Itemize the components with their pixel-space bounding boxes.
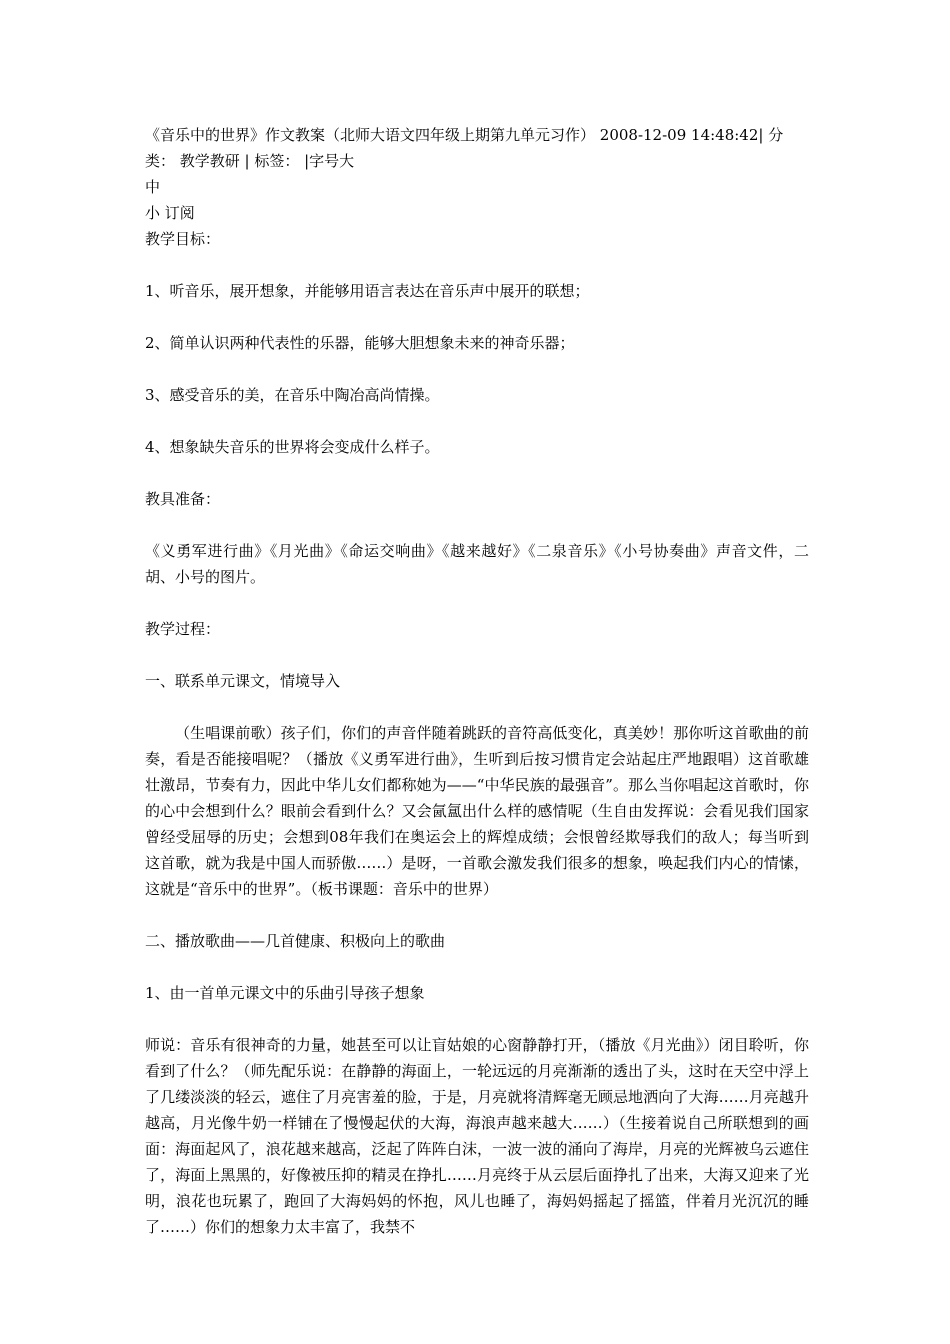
section-2-sub-1-title: 1、由一首单元课文中的乐曲引导孩子想象 bbox=[145, 984, 425, 1002]
section-2-title: 二、播放歌曲——几首健康、积极向上的歌曲 bbox=[145, 932, 446, 950]
document-title-line: 《音乐中的世界》作文教案（北师大语文四年级上期第九单元习作） 2008-12-09 14:48:42| 分 bbox=[145, 126, 784, 144]
goal-item: 3、感受音乐的美，在音乐中陶冶高尚情操。 bbox=[145, 386, 440, 404]
goal-item: 2、简单认识两种代表性的乐器，能够大胆想象未来的神奇乐器； bbox=[145, 334, 575, 352]
goal-item: 4、想象缺失音乐的世界将会变成什么样子。 bbox=[145, 438, 440, 456]
section-1-title: 一、联系单元课文，情境导入 bbox=[145, 672, 341, 690]
document-page bbox=[145, 122, 809, 1240]
section-2-sub-1-paragraph: 师说：音乐有很神奇的力量，她甚至可以让盲姑娘的心窗静静打开，（播放《月光曲》）闭目聆听，你看到了什么？（师先配乐说：在静静的海面上，一轮远远的月亮渐渐的透出了头，这时在天空中浮上了几缕淡淡的轻云，遮住了月亮害羞的脸，于是，月亮就将清辉毫无顾忌地洒向了大海……月亮越升越高，月光像牛奶一样铺在了慢慢起伏的大海，海浪声越来越大……）（生接着说自己所联想到的画面：海面起风了，浪花越来越高，泛起了阵阵白沫，一波一波的涌向了海岸，月亮的光辉被乌云遮住了，海面上黑黑的，好像被压抑的精灵在挣扎……月亮终于从云层后面挣扎了出来，大海又迎来了光明，浪花也玩累了，跑回了大海妈妈的怀抱，风儿也睡了，海妈妈摇起了摇篮，伴着月光沉沉的睡了……）你们的想象力太丰富了，我禁不 bbox=[145, 1036, 809, 1236]
materials-heading: 教具准备： bbox=[145, 490, 221, 508]
process-heading: 教学过程： bbox=[145, 620, 221, 638]
materials-text: 《义勇军进行曲》《月光曲》《命运交响曲》《越来越好》《二泉音乐》《小号协奏曲》声音文件，二胡、小号的图片。 bbox=[145, 542, 809, 586]
section-1-paragraph: （生唱课前歌）孩子们，你们的声音伴随着跳跃的音符高低变化，真美妙！那你听这首歌曲的前奏，看是否能接唱呢？（播放《义勇军进行曲》，生听到后按习惯肯定会站起庄严地跟唱）这首歌雄壮激昂，节奏有力，因此中华儿女们都称她为——“中华民族的最强音”。那么当你唱起这首歌时，你的心中会想到什么？眼前会看到什么？又会氤氲出什么样的感情呢（生自由发挥说：会看见我们国家曾经受屈辱的历史；会想到08年我们在奥运会上的辉煌成绩；会恨曾经欺辱我们的敌人；每当听到这首歌，就为我是中国人而骄傲……）是呀，一首歌会激发我们很多的想象，唤起我们内心的情愫，这就是“音乐中的世界”。（板书课题：音乐中的世界） bbox=[145, 724, 809, 898]
font-size-small-subscribe: 小 订阅 bbox=[145, 204, 195, 222]
category-tags-line: 类： 教学教研 | 标签： |字号大 bbox=[145, 152, 355, 170]
font-size-medium: 中 bbox=[145, 178, 161, 196]
goal-item: 1、听音乐，展开想象，并能够用语言表达在音乐声中展开的联想； bbox=[145, 282, 590, 300]
goals-heading: 教学目标： bbox=[145, 230, 221, 248]
